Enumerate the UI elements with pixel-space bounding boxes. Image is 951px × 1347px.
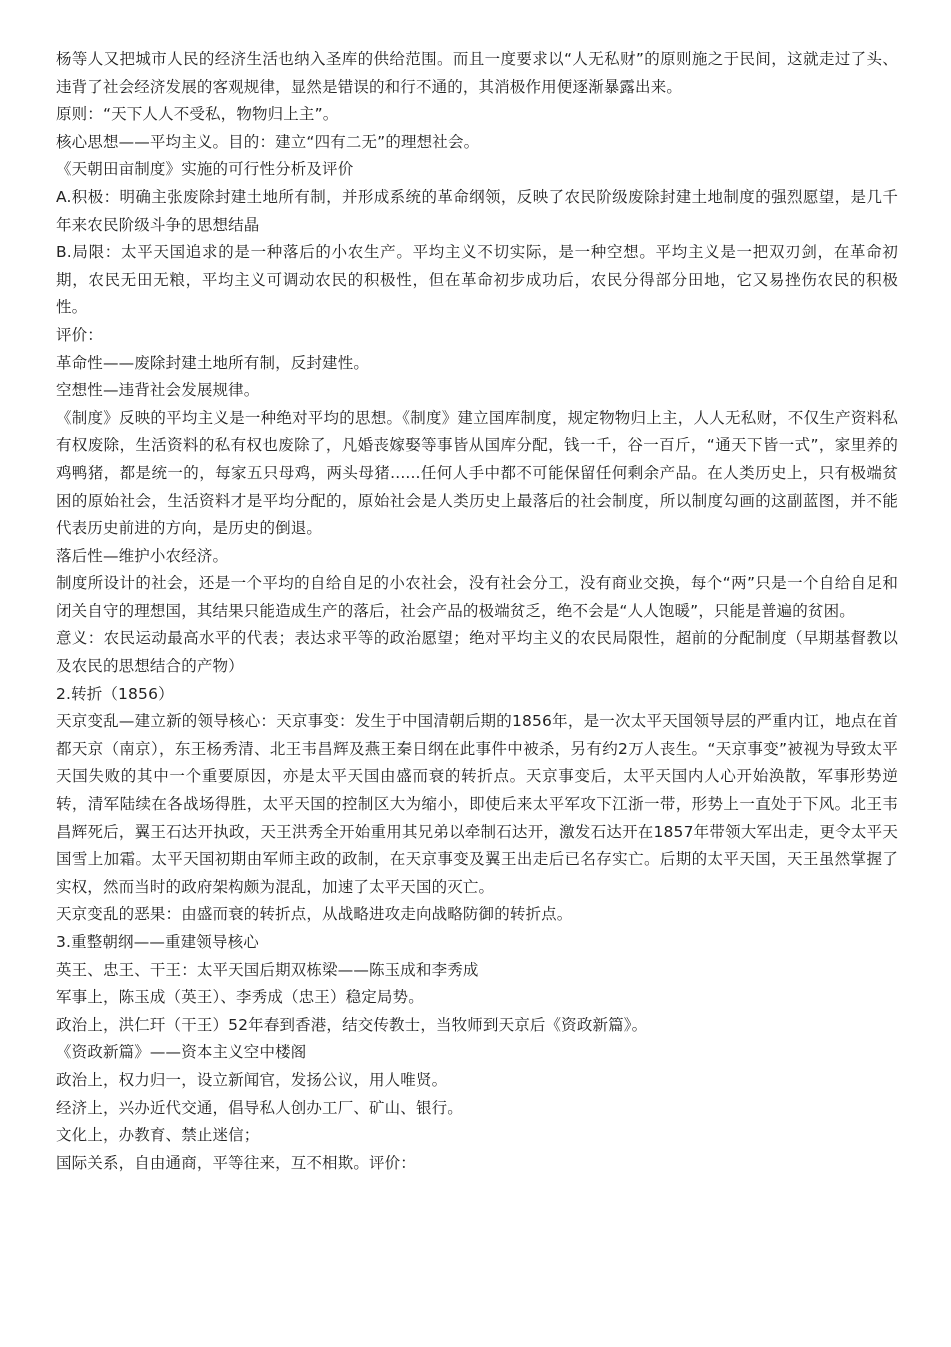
paragraph-heading-turning-point: 2.转折（1856） [56,684,174,703]
paragraph-policy-politics: 政治上，权力归一，设立新闻官，发扬公议，用人唯贤。 [56,1070,448,1089]
paragraph-positive: A.积极：明确主张废除封建土地所有制，并形成系统的革命纲领，反映了农民阶级废除封建土地制度的强烈愿望，是几千年来农民阶级斗争的思想结晶 [56,187,898,234]
paragraph-society-design: 制度所设计的社会，还是一个平均的自给自足的小农社会，没有社会分工，没有商业交换，每个“两”只是一个自给自足和闭关自守的理想国，其结果只能造成生产的落后，社会产品的极端贫乏，绝不会是“人人饱暖”，只能是普遍的贫困。 [56,574,898,620]
paragraph-limitation: B.局限：太平天国追求的是一种落后的小农生产。平均主义不切实际，是一种空想。平均主义是一把双刃剑，在革命初期，农民无田无粮，平均主义可调动农民的积极性，但在革命初步成功后，农民分得部分田地，它又易挫伤农民的积极性。 [56,243,898,317]
paragraph-incident-consequence: 天京变乱的恶果：由盛而衰的转折点，从战略进攻走向战略防御的转折点。 [56,905,573,924]
paragraph-heading-reorganize: 3.重整朝纲——重建领导核心 [56,933,259,951]
paragraph-core-idea: 核心思想——平均主义。目的：建立“四有二无”的理想社会。 [56,132,480,151]
paragraph-heading-feasibility: 《天朝田亩制度》实施的可行性分析及评价 [56,160,354,179]
paragraph-military: 军事上，陈玉成（英王）、李秀成（忠王）稳定局势。 [56,988,424,1007]
paragraph-egalitarianism: 《制度》反映的平均主义是一种绝对平均的思想。《制度》建立国库制度，规定物物归上主，人人无私财，不仅生产资料私有权废除，生活资料的私有权也废除了，凡婚丧嫁娶等事皆从国库分配，钱一千，谷一百斤，“通天下皆一式”，家里养的鸡鸭猪，都是统一的，每家五只母鸡，两头母猪......任何人手中都不可能保留任何剩余产品。在人类历史上，只有极端贫困的原始社会，生活资料才是平均分配的，原始社会是人类历史上最落后的社会制度，所以制度勾画的这副蓝图，并不能代表历史前进的方向，是历史的倒退。 [56,408,898,538]
paragraph-principle: 原则：“天下人人不受私，物物归上主”。 [56,105,339,124]
paragraph-significance: 意义：农民运动最高水平的代表；表达求平等的政治愿望；绝对平均主义的农民局限性，超前的分配制度（早期基督教以及农民的思想结合的产物） [56,629,898,676]
paragraph-intro-continuation: 杨等人又把城市人民的经济生活也纳入圣库的供给范围。而且一度要求以“人无私财”的原则施之于民间，这就走过了头、违背了社会经济发展的客观规律，显然是错误的和行不通的，其消极作用便逐渐暴露出来。 [56,50,898,96]
paragraph-tianjing-incident: 天京变乱—建立新的领导核心：天京事变：发生于中国清朝后期的1856年，是一次太平天国领导层的严重内讧，地点在首都天京（南京），东王杨秀清、北王韦昌辉及燕王秦日纲在此事件中被杀，另有约2万人丧生。“天京事变”被视为导致太平天国失败的其中一个重要原因，亦是太平天国由盛而衰的转折点。天京事变后，太平天国内人心开始涣散，军事形势逆转，清军陆续在各战场得胜，太平天国的控制区大为缩小，即使后来太平军攻下江浙一带，形势上一直处于下风。北王韦昌辉死后，翼王石达开执政，天王洪秀全开始重用其兄弟以牵制石达开，激发石达开在1857年带领大军出走，更令太平天国雪上加霜。太平天国初期由军师主政的政制，在天京事变及翼王出走后已名存实亡。后期的太平天国，天王虽然掌握了实权，然而当时的政府架构颇为混乱，加速了太平天国的灭亡。 [56,712,898,896]
document-body [56,46,898,1177]
paragraph-utopian: 空想性—违背社会发展规律。 [56,381,260,400]
paragraph-policy-culture: 文化上，办教育、禁止迷信； [56,1126,260,1145]
paragraph-policy-international: 国际关系，自由通商，平等往来，互不相欺。评价： [56,1153,416,1172]
paragraph-heading-new-policy: 《资政新篇》——资本主义空中楼阁 [56,1043,307,1062]
paragraph-evaluation-label: 评价： [56,325,103,344]
paragraph-revolutionary: 革命性——废除封建土地所有制，反封建性。 [56,353,370,372]
paragraph-policy-economy: 经济上，兴办近代交通，倡导私人创办工厂、矿山、银行。 [56,1098,463,1117]
paragraph-three-kings: 英王、忠王、干王：太平天国后期双栋梁——陈玉成和李秀成 [56,960,479,979]
paragraph-backwardness: 落后性—维护小农经济。 [56,546,229,565]
paragraph-political: 政治上，洪仁玕（干王）52年春到香港，结交传教士，当牧师到天京后《资政新篇》。 [56,1015,648,1034]
